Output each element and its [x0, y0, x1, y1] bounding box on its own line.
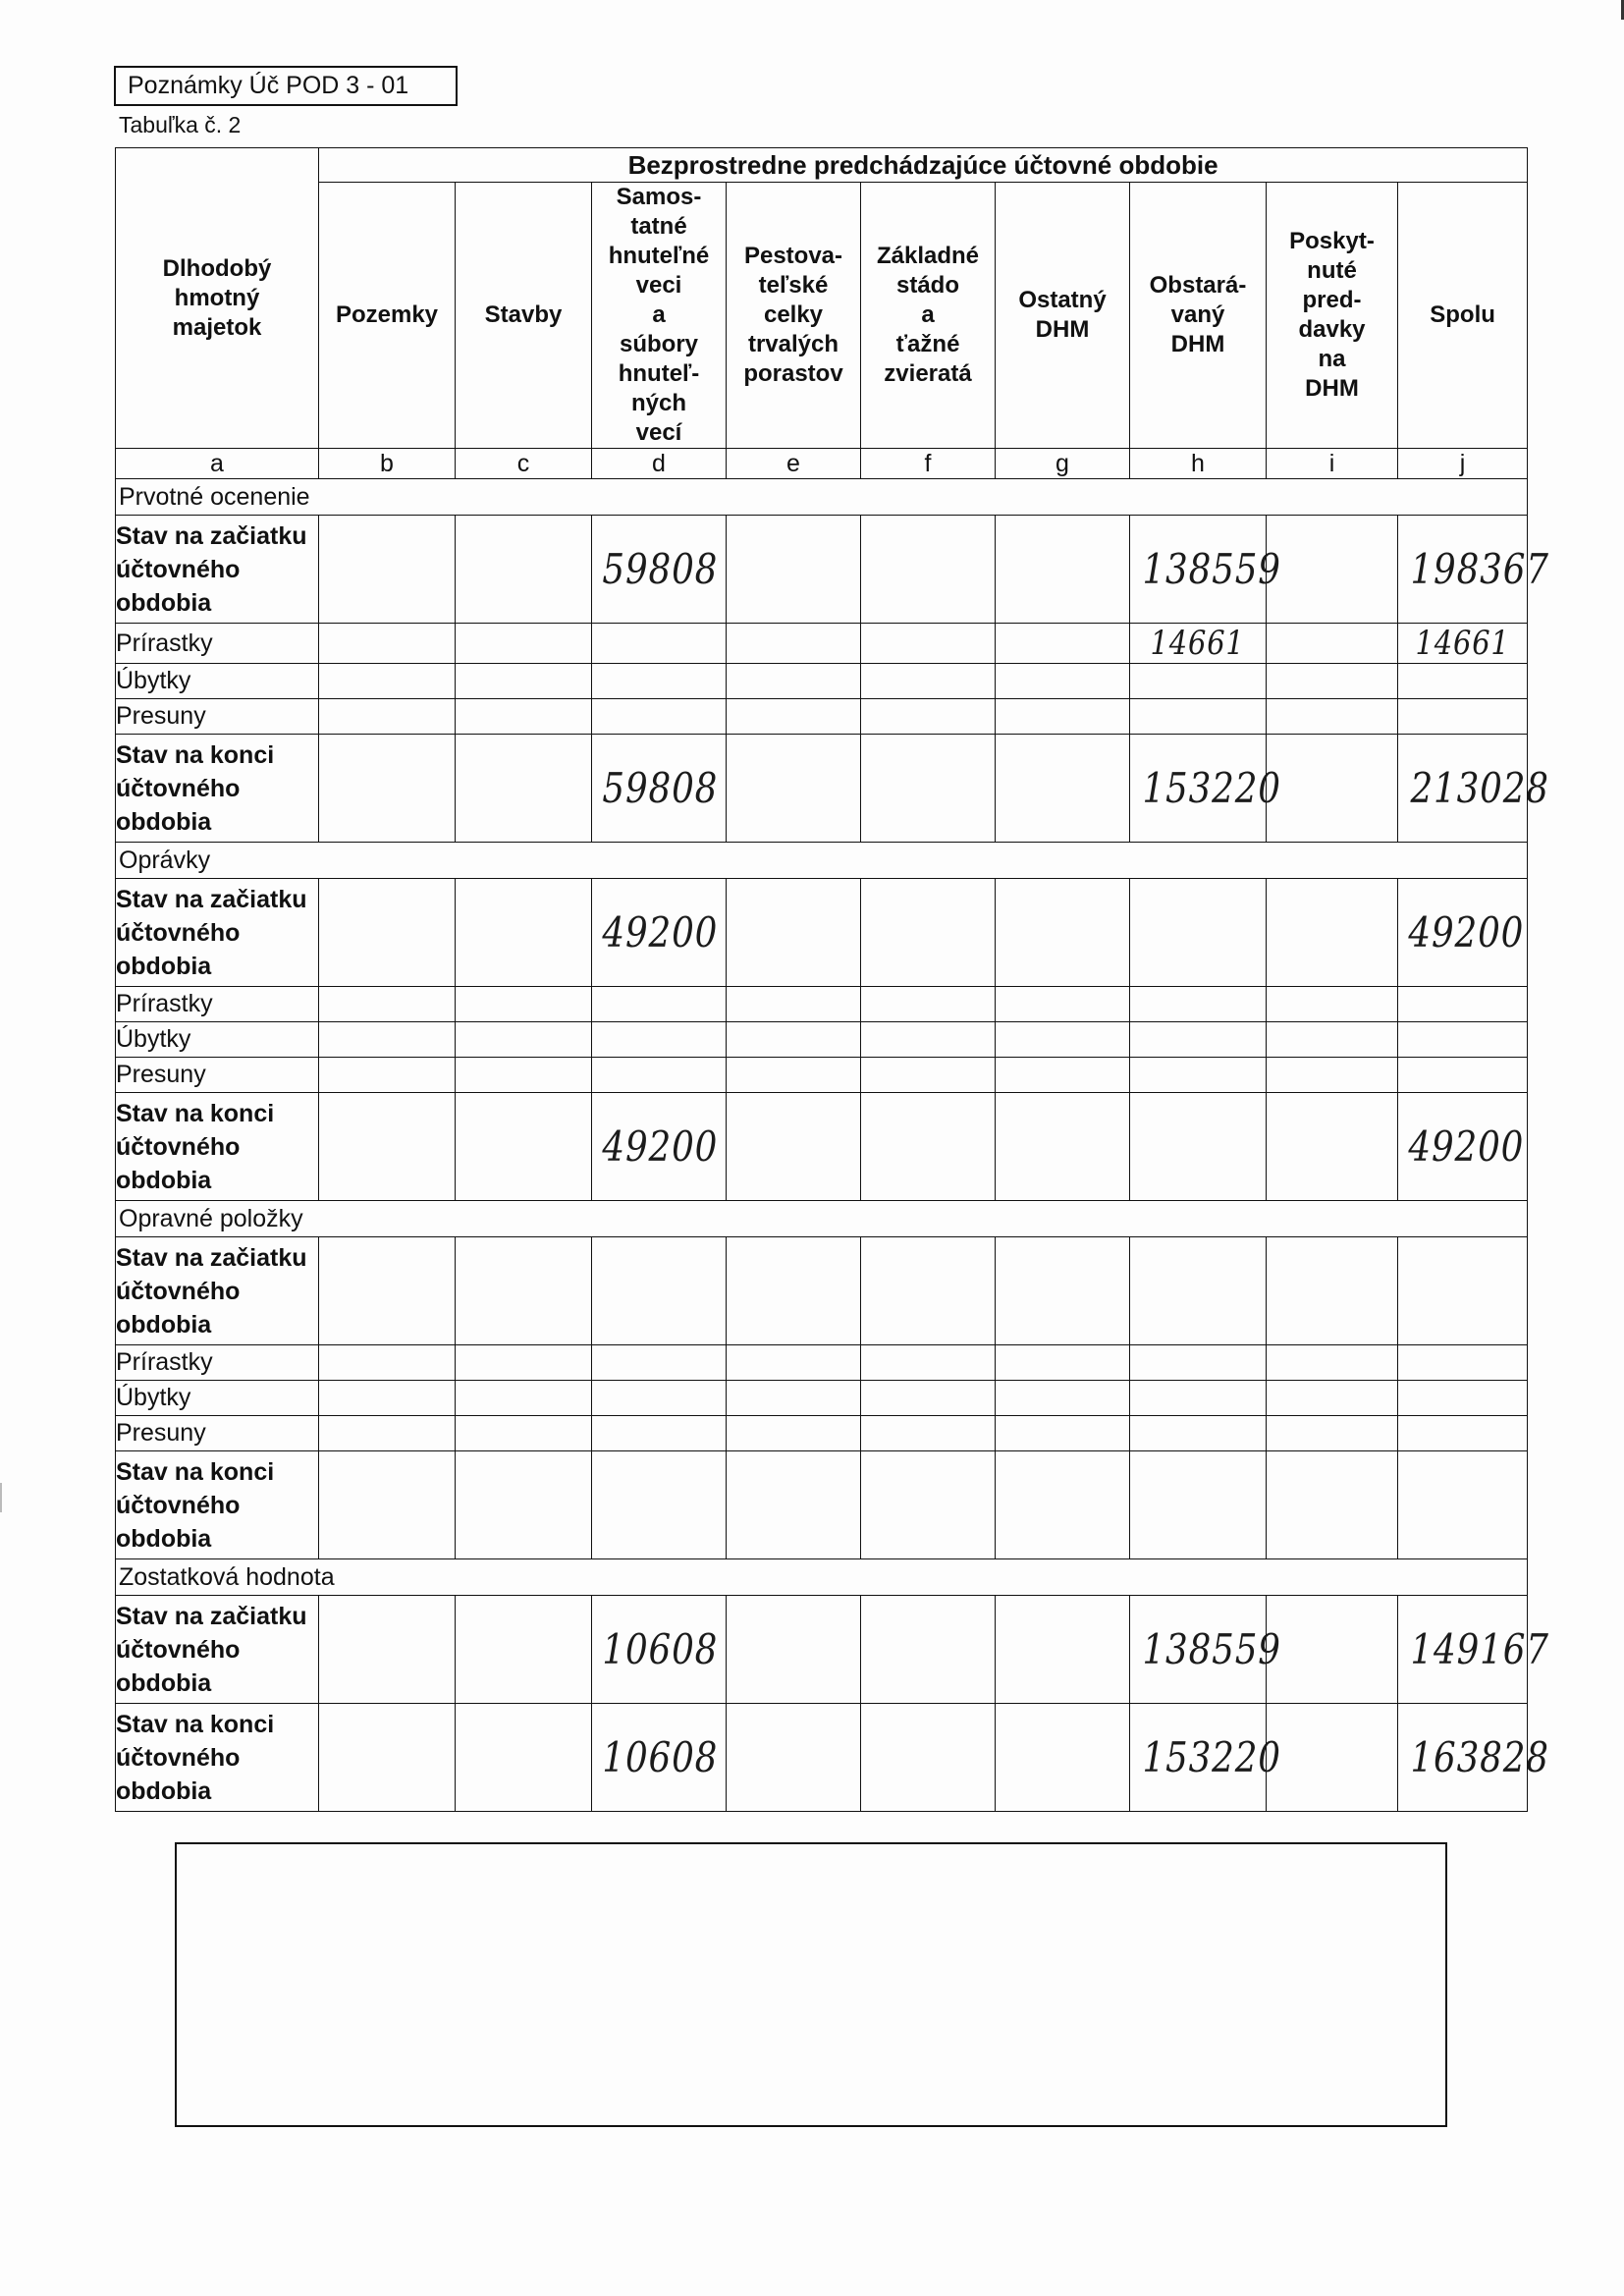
table-cell — [861, 516, 996, 624]
table-cell — [1398, 1345, 1528, 1381]
table-cell — [1267, 1345, 1398, 1381]
period-group-title: Bezprostredne predchádzajúce účtovné obdobie — [319, 148, 1528, 183]
table-cell — [592, 1451, 727, 1559]
handwritten-value: 59808 — [602, 764, 719, 812]
table-cell — [996, 1381, 1130, 1416]
column-letters-row — [116, 449, 1528, 479]
table-cell — [319, 1416, 456, 1451]
table-row — [116, 879, 1528, 987]
row-label: Úbytky — [116, 1022, 319, 1058]
table-cell — [861, 664, 996, 699]
table-cell — [861, 1093, 996, 1201]
table-row — [116, 664, 1528, 699]
table-cell — [319, 879, 456, 987]
table-cell — [727, 879, 861, 987]
table-row — [116, 624, 1528, 664]
handwritten-value: 59808 — [602, 545, 719, 593]
table-cell — [996, 1451, 1130, 1559]
column-letter: a — [116, 449, 319, 479]
table-cell — [319, 987, 456, 1022]
table-cell — [727, 664, 861, 699]
table-cell — [456, 1704, 592, 1812]
table-cell — [996, 879, 1130, 987]
col-header-pozemky: Pozemky — [319, 183, 456, 449]
table-cell — [1130, 516, 1281, 624]
table-cell — [861, 879, 996, 987]
handwritten-value: 163828 — [1410, 1733, 1549, 1781]
row-label: Stav na začiatku účtovného obdobia — [116, 1596, 319, 1704]
table-cell — [592, 1022, 727, 1058]
table-cell — [319, 664, 456, 699]
table-cell — [1267, 1058, 1398, 1093]
table-cell — [1130, 664, 1267, 699]
col-header-stavby: Stavby — [456, 183, 592, 449]
column-letter: c — [456, 449, 592, 479]
table-cell — [996, 1058, 1130, 1093]
form-id-box — [114, 66, 458, 106]
table-cell — [727, 1022, 861, 1058]
table-cell — [1130, 1451, 1267, 1559]
section-header-row — [116, 843, 1528, 879]
table-cell — [1130, 624, 1267, 664]
row-label: Úbytky — [116, 1381, 319, 1416]
handwritten-value: 10608 — [602, 1625, 719, 1673]
table-cell — [996, 735, 1130, 843]
table-cell — [996, 987, 1130, 1022]
section-header-row — [116, 1559, 1528, 1596]
table-cell — [1267, 1596, 1398, 1704]
table-cell — [592, 1596, 727, 1704]
handwritten-value: 138559 — [1142, 1625, 1281, 1673]
row-label: Presuny — [116, 699, 319, 735]
table-cell — [319, 1345, 456, 1381]
col-header-obstaravany-dhm: Obstará- vaný DHM — [1130, 183, 1267, 449]
table-cell — [861, 1451, 996, 1559]
handwritten-value: 49200 — [1408, 1122, 1525, 1171]
row-label: Prírastky — [116, 1345, 319, 1381]
table-row — [116, 1093, 1528, 1201]
table-cell — [592, 699, 727, 735]
table-cell — [592, 1237, 727, 1345]
row-label: Stav na konci účtovného obdobia — [116, 1093, 319, 1201]
table-cell — [456, 516, 592, 624]
table-cell — [861, 735, 996, 843]
table-row — [116, 987, 1528, 1022]
table-cell — [1267, 1022, 1398, 1058]
handwritten-value: 213028 — [1410, 764, 1549, 812]
table-cell — [861, 1022, 996, 1058]
table-cell — [727, 1704, 861, 1812]
table-cell — [1267, 735, 1398, 843]
table-cell — [1267, 1237, 1398, 1345]
table-row — [116, 1058, 1528, 1093]
column-letter: e — [727, 449, 861, 479]
table-cell — [592, 1058, 727, 1093]
table-cell — [1398, 1451, 1528, 1559]
table-cell — [1130, 699, 1267, 735]
table-row — [116, 1451, 1528, 1559]
row-label: Stav na konci účtovného obdobia — [116, 735, 319, 843]
table-cell — [1130, 879, 1267, 987]
table-cell — [727, 699, 861, 735]
table-cell — [456, 879, 592, 987]
table-cell — [319, 516, 456, 624]
table-row — [116, 1345, 1528, 1381]
table-cell — [1398, 1596, 1549, 1704]
table-cell — [1398, 735, 1549, 843]
table-cell — [319, 1022, 456, 1058]
handwritten-value: 153220 — [1142, 764, 1281, 812]
table-cell — [1267, 1093, 1398, 1201]
table-cell — [996, 1704, 1130, 1812]
table-cell — [1267, 1704, 1398, 1812]
table-cell — [1398, 1381, 1528, 1416]
table-cell — [1130, 1416, 1267, 1451]
notes-box — [175, 1842, 1447, 2127]
col-header-ostatny-dhm: Ostatný DHM — [996, 183, 1130, 449]
table-cell — [592, 664, 727, 699]
table-cell — [1398, 1022, 1528, 1058]
table-cell — [1398, 1416, 1528, 1451]
table-cell — [1130, 987, 1267, 1022]
table-cell — [1398, 1093, 1528, 1201]
column-letter: b — [319, 449, 456, 479]
table-cell — [1130, 1704, 1281, 1812]
table-cell — [996, 1345, 1130, 1381]
table-cell — [727, 987, 861, 1022]
table-cell — [1130, 735, 1281, 843]
row-label: Prírastky — [116, 624, 319, 664]
table-cell — [1130, 1093, 1267, 1201]
table-row — [116, 699, 1528, 735]
table-cell — [727, 624, 861, 664]
table-cell — [861, 987, 996, 1022]
section-header-row — [116, 479, 1528, 516]
table-cell — [456, 735, 592, 843]
table-row — [116, 1022, 1528, 1058]
table-cell — [592, 1093, 727, 1201]
table-cell — [1130, 1381, 1267, 1416]
table-cell — [727, 1416, 861, 1451]
table-cell — [727, 735, 861, 843]
table-cell — [861, 1596, 996, 1704]
table-cell — [592, 624, 727, 664]
table-cell — [456, 1381, 592, 1416]
table-cell — [456, 1093, 592, 1201]
table-cell — [1398, 1704, 1549, 1812]
table-cell — [727, 1058, 861, 1093]
table-cell — [592, 516, 727, 624]
table-cell — [861, 1416, 996, 1451]
row-label: Presuny — [116, 1416, 319, 1451]
table-cell — [456, 1451, 592, 1559]
column-letter: d — [592, 449, 727, 479]
table-cell — [592, 1416, 727, 1451]
table-cell — [319, 1704, 456, 1812]
table-row — [116, 1416, 1528, 1451]
table-cell — [861, 1058, 996, 1093]
table-cell — [1267, 516, 1398, 624]
table-cell — [996, 664, 1130, 699]
row-label: Prírastky — [116, 987, 319, 1022]
table-cell — [592, 1381, 727, 1416]
table-cell — [1398, 879, 1528, 987]
column-letter: g — [996, 449, 1130, 479]
table-cell — [1398, 987, 1528, 1022]
section-title: Prvotné ocenenie — [116, 479, 1528, 516]
table-cell — [1398, 1058, 1528, 1093]
table-cell — [456, 664, 592, 699]
table-caption: Tabuľka č. 2 — [119, 112, 242, 137]
col-header-zakladne-stado: Základné stádo a ťažné zvieratá — [861, 183, 996, 449]
table-cell — [456, 987, 592, 1022]
row-label: Stav na konci účtovného obdobia — [116, 1451, 319, 1559]
row-label: Úbytky — [116, 664, 319, 699]
table-cell — [1267, 1416, 1398, 1451]
table-cell — [1130, 1058, 1267, 1093]
table-cell — [592, 1345, 727, 1381]
handwritten-value: 138559 — [1142, 545, 1281, 593]
table-cell — [861, 1237, 996, 1345]
col-header-preddavky: Poskyt- nuté pred- davky na DHM — [1267, 183, 1398, 449]
table-cell — [727, 1345, 861, 1381]
handwritten-value: 49200 — [602, 908, 719, 957]
column-letter: j — [1398, 449, 1528, 479]
handwritten-value: 14661 — [1415, 624, 1510, 663]
table-cell — [319, 1058, 456, 1093]
table-cell — [1130, 1345, 1267, 1381]
table-cell — [996, 624, 1130, 664]
table-cell — [1398, 624, 1528, 664]
handwritten-value: 198367 — [1410, 545, 1549, 593]
table-cell — [1267, 699, 1398, 735]
table-cell — [456, 1058, 592, 1093]
table-cell — [1398, 699, 1528, 735]
table-cell — [1267, 1451, 1398, 1559]
table-cell — [456, 624, 592, 664]
col-header-spolu: Spolu — [1398, 183, 1528, 449]
table-cell — [996, 1237, 1130, 1345]
first-col-header: Dlhodobý hmotný majetok — [116, 148, 319, 449]
table-cell — [996, 1022, 1130, 1058]
handwritten-value: 14661 — [1150, 624, 1246, 663]
table-cell — [1130, 1022, 1267, 1058]
table-cell — [727, 1451, 861, 1559]
table-cell — [861, 1381, 996, 1416]
handwritten-value: 10608 — [602, 1733, 719, 1781]
table-cell — [456, 699, 592, 735]
column-letter: h — [1130, 449, 1267, 479]
table-cell — [1267, 624, 1398, 664]
col-header-pestovatelske-celky: Pestova- teľské celky trvalých porastov — [727, 183, 861, 449]
table-row — [116, 516, 1528, 624]
table-cell — [1398, 664, 1528, 699]
table-cell — [1130, 1596, 1281, 1704]
table-cell — [319, 624, 456, 664]
table-cell — [996, 699, 1130, 735]
table-cell — [456, 1345, 592, 1381]
section-title: Zostatková hodnota — [116, 1559, 1528, 1596]
table-cell — [1130, 1237, 1267, 1345]
table-cell — [456, 1022, 592, 1058]
table-cell — [996, 1416, 1130, 1451]
table-cell — [1267, 1381, 1398, 1416]
table-cell — [1267, 987, 1398, 1022]
table-cell — [727, 1381, 861, 1416]
table-cell — [456, 1416, 592, 1451]
handwritten-value: 153220 — [1142, 1733, 1281, 1781]
table-cell — [319, 1381, 456, 1416]
row-label: Stav na začiatku účtovného obdobia — [116, 879, 319, 987]
section-title: Oprávky — [116, 843, 1528, 879]
table-cell — [592, 1704, 727, 1812]
table-row — [116, 1596, 1528, 1704]
table-cell — [861, 624, 996, 664]
table-cell — [319, 1596, 456, 1704]
table-cell — [1267, 879, 1398, 987]
table-cell — [861, 1704, 996, 1812]
table-cell — [1267, 664, 1398, 699]
table-cell — [727, 1093, 861, 1201]
scan-edge-mark — [0, 1483, 2, 1512]
table-cell — [861, 699, 996, 735]
table-cell — [727, 1596, 861, 1704]
table-cell — [319, 735, 456, 843]
table-cell — [996, 1596, 1130, 1704]
table-cell — [592, 879, 727, 987]
table-row — [116, 1237, 1528, 1345]
table-cell — [319, 699, 456, 735]
handwritten-value: 149167 — [1410, 1625, 1549, 1673]
row-label: Presuny — [116, 1058, 319, 1093]
row-label: Stav na konci účtovného obdobia — [116, 1704, 319, 1812]
table-cell — [1398, 516, 1549, 624]
section-title: Opravné položky — [116, 1201, 1528, 1237]
fixed-assets-table — [115, 147, 1549, 1812]
column-letter: i — [1267, 449, 1398, 479]
table-row — [116, 735, 1528, 843]
table-cell — [456, 1596, 592, 1704]
table-cell — [319, 1451, 456, 1559]
table-row — [116, 1381, 1528, 1416]
row-label: Stav na začiatku účtovného obdobia — [116, 1237, 319, 1345]
table-cell — [996, 1093, 1130, 1201]
table-cell — [592, 735, 727, 843]
table-row — [116, 1704, 1528, 1812]
table-body — [116, 479, 1549, 1812]
col-header-hnutelne-veci: Samos- tatné hnuteľné veci a súbory hnuteľ- ných vecí — [592, 183, 727, 449]
row-label: Stav na začiatku účtovného obdobia — [116, 516, 319, 624]
handwritten-value: 49200 — [1408, 908, 1525, 957]
handwritten-value: 49200 — [602, 1122, 719, 1171]
column-letter: f — [861, 449, 996, 479]
table-cell — [996, 516, 1130, 624]
table-cell — [456, 1237, 592, 1345]
table-cell — [592, 987, 727, 1022]
section-header-row — [116, 1201, 1528, 1237]
table-cell — [727, 1237, 861, 1345]
table-cell — [319, 1093, 456, 1201]
table-cell — [1398, 1237, 1528, 1345]
table-cell — [861, 1345, 996, 1381]
table-cell — [319, 1237, 456, 1345]
table-cell — [727, 516, 861, 624]
form-id: Poznámky Úč POD 3 - 01 — [128, 72, 409, 99]
